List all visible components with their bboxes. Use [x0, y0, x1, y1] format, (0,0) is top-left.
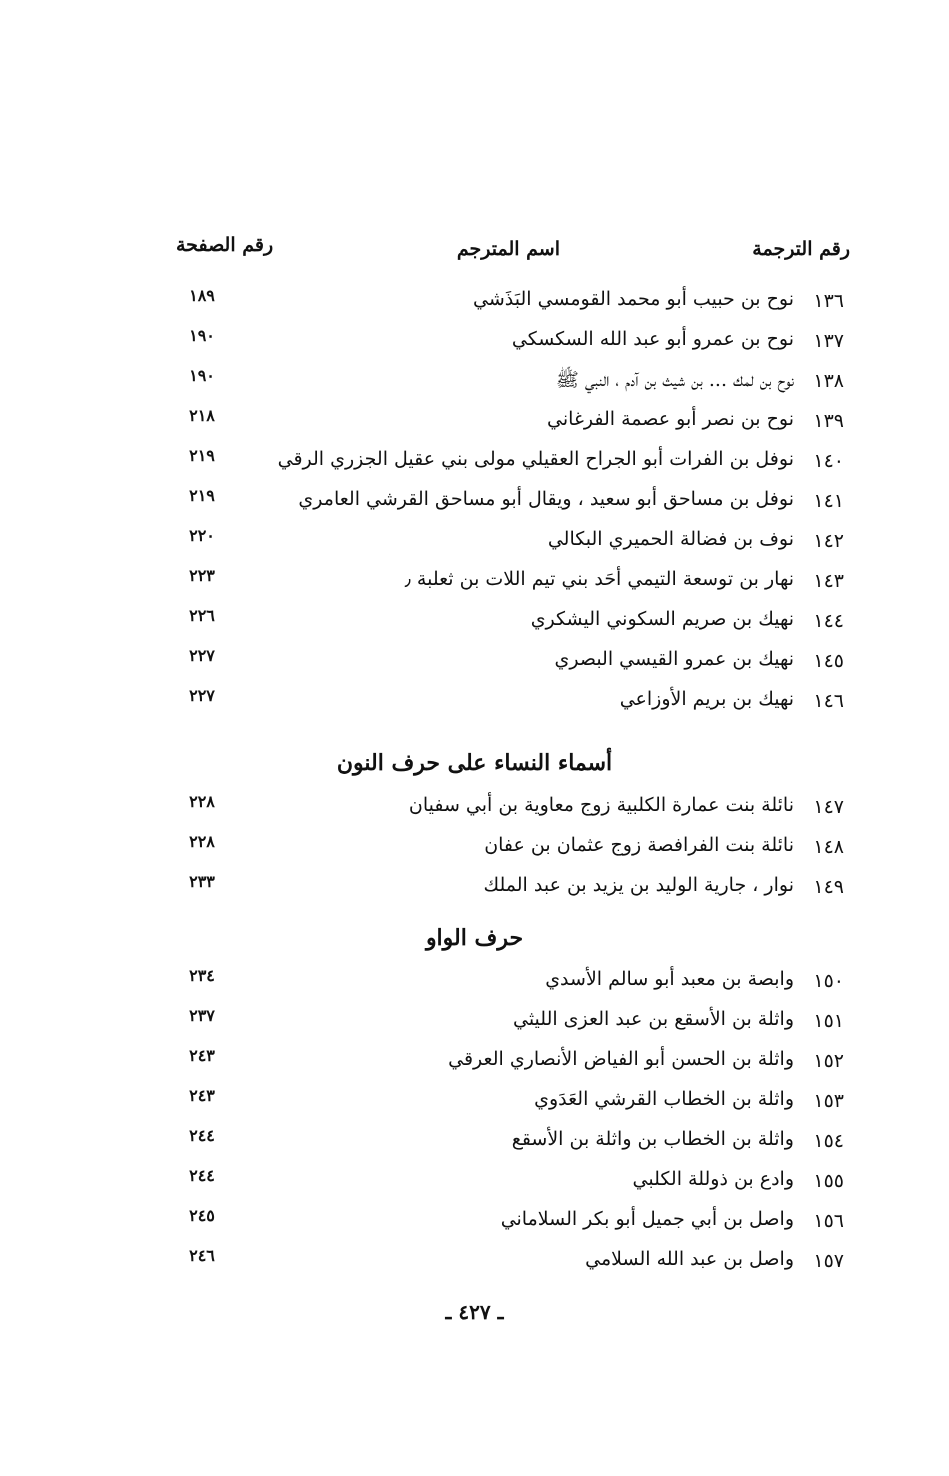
index-entry-row [160, 442, 860, 482]
entry-name: واصل بن عبد الله السلامي [585, 1248, 794, 1270]
entries-group-nun-men [160, 282, 860, 722]
entry-name: نهيك بن بريم الأوزاعي [619, 688, 794, 710]
entry-number: ١٤٢ [813, 530, 844, 552]
entry-number: ١٤٦ [813, 690, 844, 712]
entry-number: ١٤٥ [813, 650, 844, 672]
entry-number: ١٥٥ [813, 1170, 844, 1192]
index-entry-row [160, 642, 860, 682]
entry-name: نائلة بنت عمارة الكلبية زوج معاوية بن أبي سفيان [408, 794, 794, 816]
entry-number: ١٥٦ [813, 1210, 844, 1232]
entry-number: ١٥٣ [813, 1090, 844, 1112]
index-entry-row [160, 522, 860, 562]
entry-page-number: ٢٤٥ [189, 1206, 215, 1225]
index-entry-row [160, 482, 860, 522]
entry-page-number: ٢٢٦ [189, 606, 215, 625]
entry-number: ١٤٣ [813, 570, 844, 592]
entry-name: نوف بن فضالة الحميري البكالي [547, 528, 794, 550]
index-entry-row [160, 868, 860, 908]
entry-number: ١٣٦ [813, 290, 844, 312]
entry-number: ١٣٨ [813, 370, 844, 392]
index-entry-row [160, 788, 860, 828]
entry-name: نائلة بنت الفرافصة زوج عثمان بن عفان [484, 834, 794, 856]
table-header [160, 232, 860, 272]
entry-page-number: ١٨٩ [189, 286, 215, 305]
entry-page-number: ٢٣٤ [189, 966, 215, 985]
entry-name: وابصة بن معبد أبو سالم الأسدي [545, 968, 794, 990]
index-entry-row [160, 1042, 860, 1082]
entry-page-number: ٢٢٧ [189, 686, 215, 705]
entry-number: ١٤٤ [813, 610, 844, 632]
index-entry-row [160, 962, 860, 1002]
index-entry-row [160, 562, 860, 602]
index-entry-row [160, 1162, 860, 1202]
index-entry-row [160, 1202, 860, 1242]
entries-group-nun-women [160, 788, 860, 908]
entry-name: واثلة بن الأسقع بن عبد العزى الليثي [512, 1008, 794, 1030]
entry-page-number: ٢٤٤ [189, 1166, 215, 1185]
entry-name: نوار ، جارية الوليد بن يزيد بن عبد الملك [483, 874, 794, 896]
entry-name: نهيك بن عمرو القيسي البصري [554, 648, 794, 670]
entry-page-number: ٢١٩ [189, 486, 215, 505]
entry-page-number: ٢٢٣ [189, 566, 215, 585]
index-entry-row [160, 1242, 860, 1282]
header-page-column: رقم الصفحة [176, 234, 274, 256]
entry-page-number: ١٩٠ [189, 326, 215, 345]
entry-name: نوح بن حبيب أبو محمد القومسي البَذَشي [473, 288, 794, 310]
index-entry-row [160, 1082, 860, 1122]
index-entry-row [160, 322, 860, 362]
entry-number: ١٤١ [813, 490, 844, 512]
entry-page-number: ٢٤٣ [189, 1086, 215, 1105]
entry-name: نوفل بن مساحق أبو سعيد ، ويقال أبو مساحق القرشي العامري [298, 488, 794, 510]
entry-page-number: ١٩٠ [189, 366, 215, 385]
entry-name: نهيك بن صريم السكوني اليشكري [530, 608, 794, 630]
entry-page-number: ٢٢٨ [189, 832, 215, 851]
entry-name: نهار بن توسعة التيمي أحَد بني تيم اللات بن ثعلبة ٫ [404, 568, 794, 590]
entry-number: ١٥٢ [813, 1050, 844, 1072]
entry-name: نوفل بن الفرات أبو الجراح العقيلي مولى بني عقيل الجزري الرقي [277, 448, 794, 470]
entry-page-number: ٢٢٠ [189, 526, 215, 545]
entry-number: ١٤٠ [813, 450, 844, 472]
entry-name: واصل بن أبي جميل أبو بكر السلاماني [500, 1208, 794, 1230]
entry-page-number: ٢٤٤ [189, 1126, 215, 1145]
index-entry-row [160, 1002, 860, 1042]
entry-name: واثلة بن الحسن أبو الفياض الأنصاري العرقي [448, 1048, 794, 1070]
entry-number: ١٤٩ [813, 876, 844, 898]
entry-number: ١٥٧ [813, 1250, 844, 1272]
entry-name: نوح بن نصر أبو عصمة الفرغاني [547, 408, 794, 430]
entry-page-number: ٢٣٣ [189, 872, 215, 891]
entry-name: نوح بن عمرو أبو عبد الله السكسكي [511, 328, 794, 350]
index-entry-row [160, 602, 860, 642]
entry-number: ١٣٧ [813, 330, 844, 352]
entry-page-number: ٢٢٧ [189, 646, 215, 665]
index-entry-row [160, 402, 860, 442]
entry-name: وادع بن ذوللة الكلبي [632, 1168, 794, 1190]
entry-number: ١٤٧ [813, 796, 844, 818]
entry-page-number: ٢١٨ [189, 406, 215, 425]
entry-page-number: ٢١٩ [189, 446, 215, 465]
entry-name: نوح بن لمك ... بن شيث بن آدم ، النبي ﷺ [555, 369, 794, 391]
index-entry-row [160, 828, 860, 868]
header-number-column: رقم الترجمة [752, 238, 850, 260]
entry-number: ١٥٤ [813, 1130, 844, 1152]
index-entry-row [160, 682, 860, 722]
entries-group-waw [160, 962, 860, 1282]
header-name-column: اسم المترجم [456, 238, 560, 260]
entry-page-number: ٢٣٧ [189, 1006, 215, 1025]
entry-number: ١٣٩ [813, 410, 844, 432]
entry-number: ١٥٠ [813, 970, 844, 992]
entry-number: ١٥١ [813, 1010, 844, 1032]
entry-name: واثلة بن الخطاب بن واثلة بن الأسقع [511, 1128, 794, 1150]
page-number: ـ ٤٢٧ ـ [445, 1300, 504, 1324]
index-entry-row [160, 282, 860, 322]
index-entry-row [160, 362, 860, 402]
entry-number: ١٤٨ [813, 836, 844, 858]
entry-page-number: ٢٢٨ [189, 792, 215, 811]
entry-page-number: ٢٤٣ [189, 1046, 215, 1065]
entry-name: واثلة بن الخطاب القرشي العَدَوي [534, 1088, 794, 1110]
index-entry-row [160, 1122, 860, 1162]
section-title-waw: حرف الواو [425, 925, 524, 951]
section-title-women-nun: أسماء النساء على حرف النون [336, 750, 613, 776]
entry-page-number: ٢٤٦ [189, 1246, 215, 1265]
